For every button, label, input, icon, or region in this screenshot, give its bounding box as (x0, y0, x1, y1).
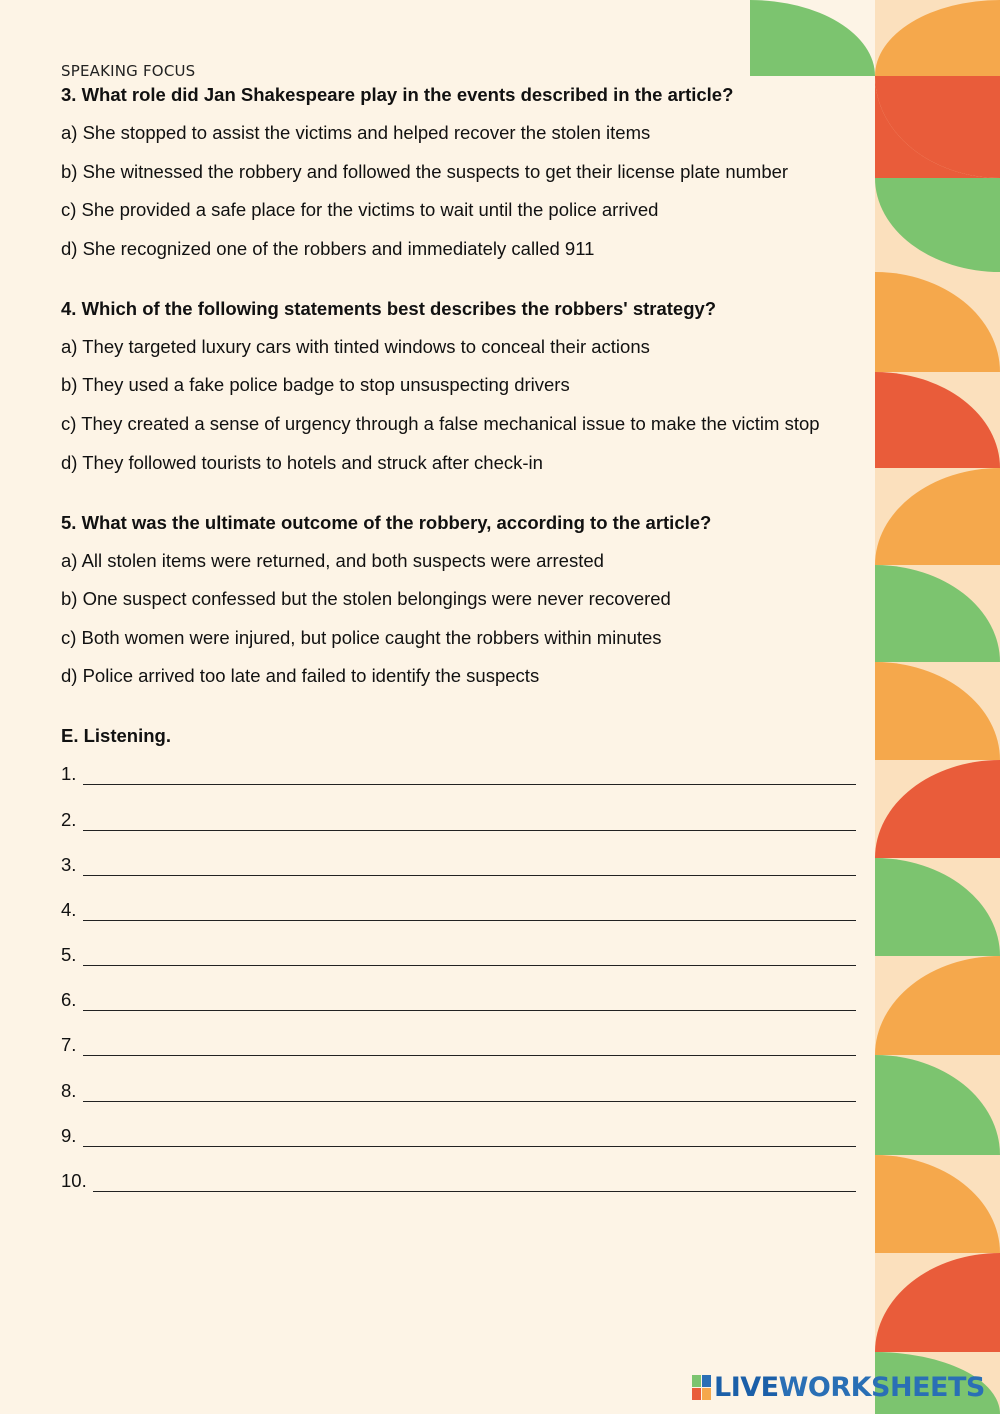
option-d: d) They followed tourists to hotels and struck after check-in (61, 451, 543, 473)
listening-title: E. Listening. (61, 725, 171, 747)
option-b: b) One suspect confessed but the stolen belongings were never recovered (61, 588, 671, 610)
answer-blank[interactable] (93, 1191, 856, 1192)
option-b: b) They used a fake police badge to stop unsuspecting drivers (61, 374, 570, 396)
line-number: 10. (61, 1170, 87, 1192)
line-number: 9. (61, 1124, 77, 1146)
option-a: a) They targeted luxury cars with tinted windows to conceal their actions (61, 335, 650, 357)
answer-blank[interactable] (83, 1146, 856, 1147)
question-title: 3. What role did Jan Shakespeare play in the events described in the article? (61, 84, 734, 105)
line-number: 7. (61, 1034, 77, 1056)
liveworksheets-logo-icon (692, 1375, 712, 1401)
option-b: b) She witnessed the robbery and followed the suspects to get their license plate number (61, 160, 789, 182)
logo-suffix: WORKSHEETS (778, 1372, 985, 1403)
option-c: c) Both women were injured, but police caught the robbers within minutes (61, 626, 662, 648)
line-number: 3. (61, 853, 77, 875)
answer-blank[interactable] (83, 1101, 856, 1102)
logo-prefix: LIVE (714, 1372, 779, 1403)
line-number: 6. (61, 989, 77, 1011)
option-c: c) She provided a safe place for the victims to wait until the police arrived (61, 199, 659, 221)
line-number: 1. (61, 763, 77, 785)
section-label: SPEAKING FOCUS (61, 62, 196, 80)
answer-blank[interactable] (83, 1010, 856, 1011)
answer-blank[interactable] (83, 784, 856, 785)
option-d: d) Police arrived too late and failed to identify the suspects (61, 665, 540, 687)
decorative-border-pattern (745, 0, 1000, 1414)
liveworksheets-logo (692, 1372, 985, 1403)
answer-blank[interactable] (83, 1055, 856, 1056)
answer-blank[interactable] (83, 965, 856, 966)
question-title: 5. What was the ultimate outcome of the robbery, according to the article? (61, 511, 712, 533)
liveworksheets-logo-text (714, 1372, 985, 1403)
answer-blank[interactable] (83, 920, 856, 921)
answer-blank[interactable] (83, 830, 856, 831)
question-title: 4. Which of the following statements best describes the robbers' strategy? (61, 297, 717, 319)
line-number: 8. (61, 1079, 77, 1101)
line-number: 2. (61, 808, 77, 830)
option-d: d) She recognized one of the robbers and immediately called 911 (61, 237, 595, 259)
option-c: c) They created a sense of urgency through a false mechanical issue to make the victim stop (61, 412, 820, 434)
option-a: a) She stopped to assist the victims and helped recover the stolen items (61, 122, 651, 143)
line-number: 5. (61, 944, 77, 966)
line-number: 4. (61, 898, 77, 920)
option-a: a) All stolen items were returned, and both suspects were arrested (61, 549, 604, 571)
answer-blank[interactable] (83, 875, 856, 876)
